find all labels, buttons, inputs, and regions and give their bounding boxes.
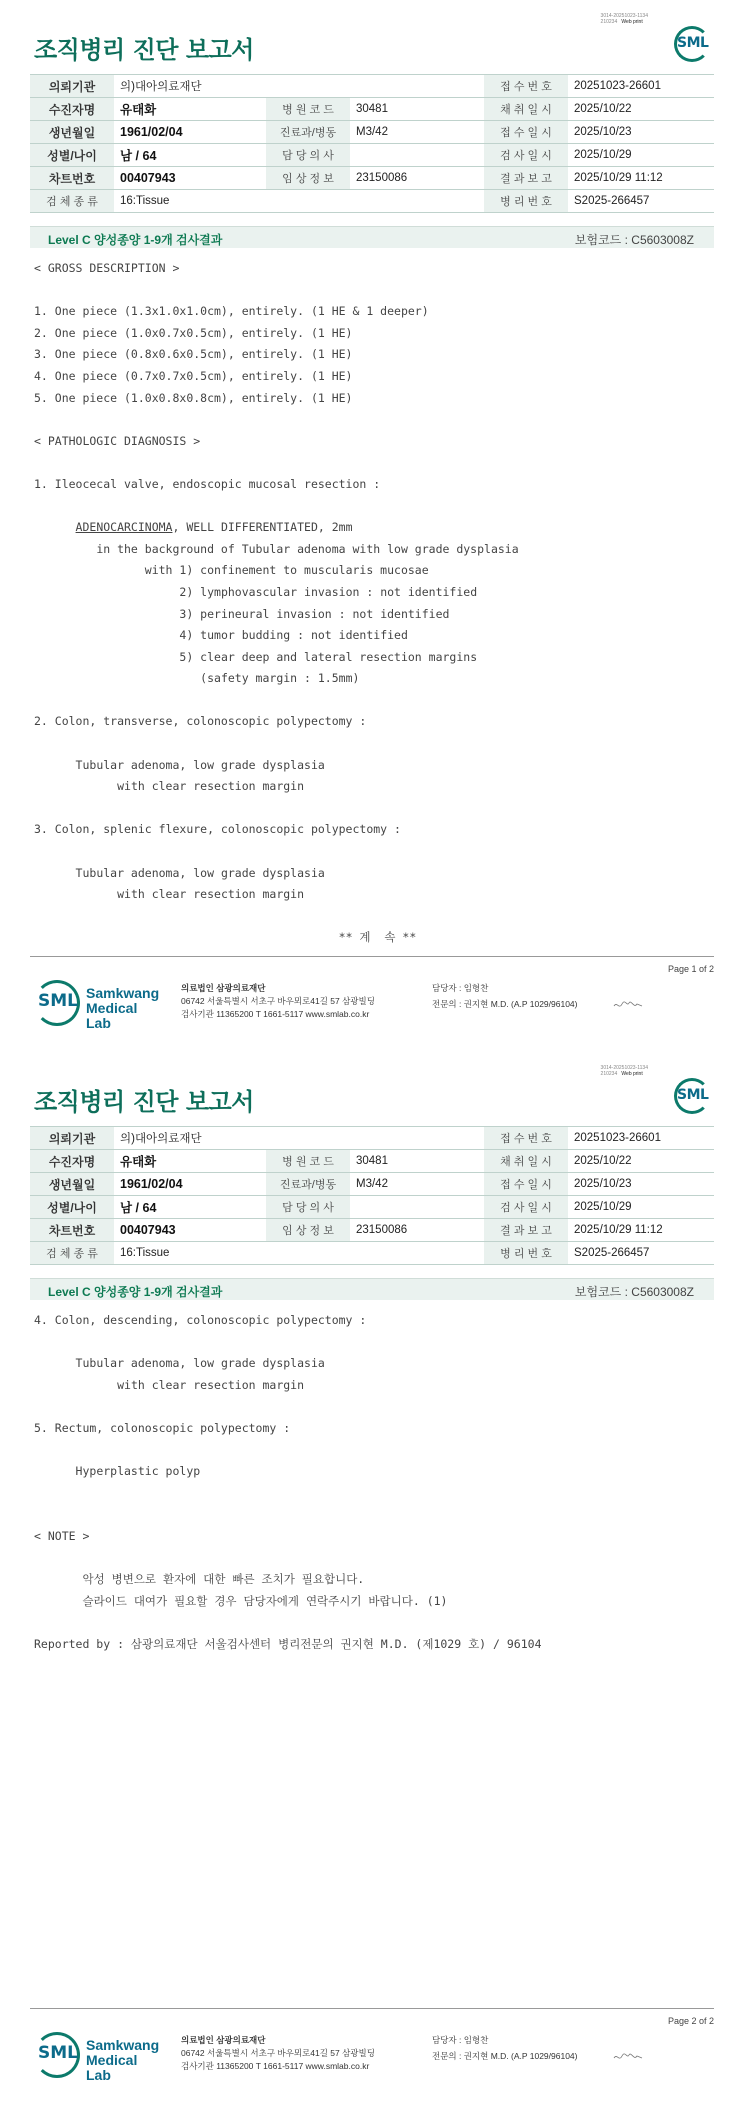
institution-value: 의)대아의료재단 (114, 75, 484, 98)
table-row (30, 121, 714, 144)
receipt-date-value: 2025/10/23 (568, 1173, 714, 1196)
table-row (30, 144, 714, 167)
report-value: 2025/10/29 11:12 (568, 1219, 714, 1242)
doctor-value (350, 144, 484, 167)
reported-by: Reported by : 삼광의료재단 서울검사센터 병리전문의 권지현 M.D. (제1029 호) / 96104 (34, 1636, 542, 1651)
diagnosis-1-line: 2) lymphovascular invasion : not identified (179, 584, 478, 599)
patient-label: 수진자명 (30, 98, 114, 121)
footer-logo-name: Medical Lab (86, 1000, 138, 1031)
clinical-label: 임 상 정 보 (266, 167, 350, 190)
footer-logo-name: Samkwang (86, 2037, 160, 2053)
footer-address-line: 06742 서울특별시 서초구 바우뫼로41길 57 삼광빌딩 (181, 2048, 375, 2058)
chart-value: 00407943 (114, 167, 266, 190)
patient-value: 유태화 (114, 98, 266, 121)
diagnosis-3-line: with clear resection margin (117, 887, 305, 902)
page-number: Page 1 of 2 (667, 964, 714, 974)
path-no-label: 병 리 번 호 (484, 1242, 568, 1265)
gross-item: 5. One piece (1.0x0.8x0.8cm), entirely. (1 HE) (34, 390, 353, 405)
receipt-no-label: 접 수 번 호 (484, 75, 568, 98)
diagnosis-1-title: 1. Ileocecal valve, endoscopic mucosal resection : (34, 476, 381, 491)
diagnosis-2-line: Tubular adenoma, low grade dysplasia (75, 757, 325, 772)
clinical-value: 23150086 (350, 167, 484, 190)
footer-address (181, 2034, 375, 2073)
report-label: 결 과 보 고 (484, 167, 568, 190)
specimen-value: 16:Tissue (114, 1242, 484, 1265)
chart-label: 차트번호 (30, 167, 114, 190)
footer-org: 의료법인 삼광의료재단 (181, 983, 266, 993)
diagnosis-4-line: with clear resection margin (117, 1377, 305, 1392)
diagnosis-4-title: 4. Colon, descending, colonoscopic polypectomy : (34, 1313, 367, 1327)
table-row (30, 98, 714, 121)
print-meta-code: 210234 (600, 1071, 618, 1077)
page-number: Page 2 of 2 (667, 2016, 714, 2026)
patient-value: 유태화 (114, 1150, 266, 1173)
diagnosis-2-line: with clear resection margin (117, 779, 305, 794)
footer-contact: 검사기관 11365200 T 1661-5117 www.smlab.co.kr (181, 2061, 370, 2071)
dept-value: M3/42 (350, 121, 484, 144)
hospital-code-label: 병 원 코 드 (266, 98, 350, 121)
print-meta-code: 210234 (600, 19, 618, 25)
diagnosis-3-line: Tubular adenoma, low grade dysplasia (75, 865, 325, 880)
path-no-label: 병 리 번 호 (484, 190, 568, 213)
receipt-date-label: 접 수 일 시 (484, 121, 568, 144)
table-row (30, 1127, 714, 1150)
table-row (30, 1173, 714, 1196)
table-row (30, 167, 714, 190)
print-meta (601, 13, 648, 25)
sex-age-value: 남 / 64 (114, 1196, 266, 1219)
footer-logo-name: Samkwang (86, 985, 160, 1001)
footer-staff (432, 980, 578, 1012)
report-body-page-2 (34, 1310, 542, 1656)
report-value: 2025/10/29 11:12 (568, 167, 714, 190)
diagnosis-4-line: Tubular adenoma, low grade dysplasia (75, 1356, 325, 1371)
chart-value: 00407943 (114, 1219, 266, 1242)
sml-logo (674, 1078, 714, 1114)
signature-icon (612, 2050, 644, 2064)
hospital-code-value: 30481 (350, 98, 484, 121)
collect-label: 채 취 일 시 (484, 1150, 568, 1173)
sex-age-label: 성별/나이 (30, 1196, 114, 1219)
dept-label: 진료과/병동 (266, 121, 350, 144)
report-page-1 (0, 0, 744, 1050)
footer-logo-name: Medical Lab (86, 2052, 138, 2083)
dob-value: 1961/02/04 (114, 121, 266, 144)
gross-item: 1. One piece (1.3x1.0x1.0cm), entirely. (1 HE & 1 deeper) (34, 304, 429, 319)
dob-label: 생년월일 (30, 1173, 114, 1196)
report-title: 조직병리 진단 보고서 (34, 36, 254, 64)
doctor-label: 담 당 의 사 (266, 144, 350, 167)
receipt-no-value: 20251023-26601 (568, 75, 714, 98)
diagnosis-5-title: 5. Rectum, colonoscopic polypectomy : (34, 1420, 291, 1435)
footer-divider (30, 956, 714, 957)
diagnosis-1-main: ADENOCARCINOMA (75, 520, 173, 535)
hospital-code-value: 30481 (350, 1150, 484, 1173)
test-date-value: 2025/10/29 (568, 144, 714, 167)
insurance-code: 보험코드 : C5603008Z (574, 233, 694, 247)
report-body-page-1 (34, 258, 519, 949)
dob-label: 생년월일 (30, 121, 114, 144)
receipt-no-label: 접 수 번 호 (484, 1127, 568, 1150)
test-level-bar (30, 1278, 714, 1300)
diagnosis-3-title: 3. Colon, splenic flexure, colonoscopic polypectomy : (34, 822, 401, 837)
print-meta-webprint: Web print (621, 1071, 643, 1077)
diagnosis-1-line: 3) perineural invasion : not identified (179, 606, 450, 621)
path-no-value: S2025-266457 (568, 190, 714, 213)
dept-value: M3/42 (350, 1173, 484, 1196)
specimen-value: 16:Tissue (114, 190, 484, 213)
table-row (30, 1242, 714, 1265)
table-row (30, 1219, 714, 1242)
test-date-label: 검 사 일 시 (484, 144, 568, 167)
footer-logo (34, 2028, 164, 2083)
test-level-title: Level C 양성종양 1-9개 검사결과 (48, 233, 223, 247)
dept-label: 진료과/병동 (266, 1173, 350, 1196)
print-meta (601, 1065, 648, 1077)
specimen-label: 검 체 종 류 (30, 190, 114, 213)
sml-logo-text: SML (677, 1087, 709, 1103)
diagnosis-2-title: 2. Colon, transverse, colonoscopic polypectomy : (34, 714, 367, 729)
specimen-label: 검 체 종 류 (30, 1242, 114, 1265)
doctor-label: 담 당 의 사 (266, 1196, 350, 1219)
diagnosis-1-line: in the background of Tubular adenoma with low grade dysplasia (96, 541, 519, 556)
collect-label: 채 취 일 시 (484, 98, 568, 121)
gross-header: < GROSS DESCRIPTION > (34, 261, 180, 275)
test-date-label: 검 사 일 시 (484, 1196, 568, 1219)
footer-staff-line: 담당자 : 임형찬 (432, 983, 489, 993)
report-title: 조직병리 진단 보고서 (34, 1088, 254, 1116)
footer-address-line: 06742 서울특별시 서초구 바우뫼로41길 57 삼광빌딩 (181, 996, 375, 1006)
sml-logo-text: SML (677, 35, 709, 51)
sex-age-value: 남 / 64 (114, 144, 266, 167)
clinical-value: 23150086 (350, 1219, 484, 1242)
clinical-label: 임 상 정 보 (266, 1219, 350, 1242)
footer-address (181, 982, 375, 1021)
print-meta-id: 3014-20251023-1134 (600, 13, 648, 19)
diagnosis-header: < PATHOLOGIC DIAGNOSIS > (34, 433, 201, 448)
diagnosis-1-line: (safety margin : 1.5mm) (200, 671, 360, 686)
footer-org: 의료법인 삼광의료재단 (181, 2035, 266, 2045)
footer-staff-line: 담당자 : 임형찬 (432, 2035, 489, 2045)
chart-label: 차트번호 (30, 1219, 114, 1242)
test-level-title: Level C 양성종양 1-9개 검사결과 (48, 1285, 223, 1299)
institution-label: 의뢰기관 (30, 1127, 114, 1150)
collect-value: 2025/10/22 (568, 1150, 714, 1173)
diagnosis-1-line: 4) tumor budding : not identified (179, 628, 408, 643)
footer-logo-text: SML (38, 2043, 78, 2063)
hospital-code-label: 병 원 코 드 (266, 1150, 350, 1173)
footer-staff (432, 2032, 578, 2064)
diagnosis-5-line: Hyperplastic polyp (75, 1464, 201, 1479)
signature-icon (612, 998, 644, 1012)
note-line: 악성 병변으로 환자에 대한 빠른 조치가 필요합니다. (82, 1572, 365, 1587)
dob-value: 1961/02/04 (114, 1173, 266, 1196)
receipt-date-label: 접 수 일 시 (484, 1173, 568, 1196)
footer-contact: 검사기관 11365200 T 1661-5117 www.smlab.co.kr (181, 1009, 370, 1019)
patient-label: 수진자명 (30, 1150, 114, 1173)
diagnosis-1-line: with 1) confinement to muscularis mucosae (144, 563, 429, 578)
receipt-no-value: 20251023-26601 (568, 1127, 714, 1150)
report-label: 결 과 보 고 (484, 1219, 568, 1242)
print-meta-id: 3014-20251023-1134 (600, 1065, 648, 1071)
patient-info-table (30, 74, 714, 213)
gross-item: 2. One piece (1.0x0.7x0.5cm), entirely. (1 HE) (34, 325, 353, 340)
footer-specialist: 전문의 : 권지현 M.D. (A.P 1029/96104) (432, 2051, 578, 2061)
diagnosis-1-line: 5) clear deep and lateral resection margins (179, 649, 478, 664)
receipt-date-value: 2025/10/23 (568, 121, 714, 144)
footer-specialist: 전문의 : 권지현 M.D. (A.P 1029/96104) (432, 999, 578, 1009)
table-row (30, 1150, 714, 1173)
patient-info-table (30, 1126, 714, 1265)
report-page-2 (0, 1052, 744, 2102)
note-header: < NOTE > (34, 1528, 90, 1543)
sml-logo (674, 26, 714, 62)
doctor-value (350, 1196, 484, 1219)
footer-divider (30, 2008, 714, 2009)
table-row (30, 190, 714, 213)
footer-logo (34, 976, 164, 1031)
gross-item: 4. One piece (0.7x0.7x0.5cm), entirely. (1 HE) (34, 368, 353, 383)
gross-item: 3. One piece (0.8x0.6x0.5cm), entirely. (1 HE) (34, 347, 353, 362)
table-row (30, 75, 714, 98)
footer-logo-text: SML (38, 991, 78, 1011)
collect-value: 2025/10/22 (568, 98, 714, 121)
sex-age-label: 성별/나이 (30, 144, 114, 167)
continue-mark: ** 계 속 ** (338, 930, 417, 945)
table-row (30, 1196, 714, 1219)
institution-value: 의)대아의료재단 (114, 1127, 484, 1150)
institution-label: 의뢰기관 (30, 75, 114, 98)
path-no-value: S2025-266457 (568, 1242, 714, 1265)
insurance-code: 보험코드 : C5603008Z (574, 1285, 694, 1299)
diagnosis-1-main-rest: , WELL DIFFERENTIATED, 2mm (172, 520, 353, 535)
note-line: 슬라이드 대여가 필요할 경우 담당자에게 연락주시기 바랍니다. (1) (82, 1593, 448, 1608)
test-level-bar (30, 226, 714, 248)
print-meta-webprint: Web print (621, 19, 643, 25)
test-date-value: 2025/10/29 (568, 1196, 714, 1219)
